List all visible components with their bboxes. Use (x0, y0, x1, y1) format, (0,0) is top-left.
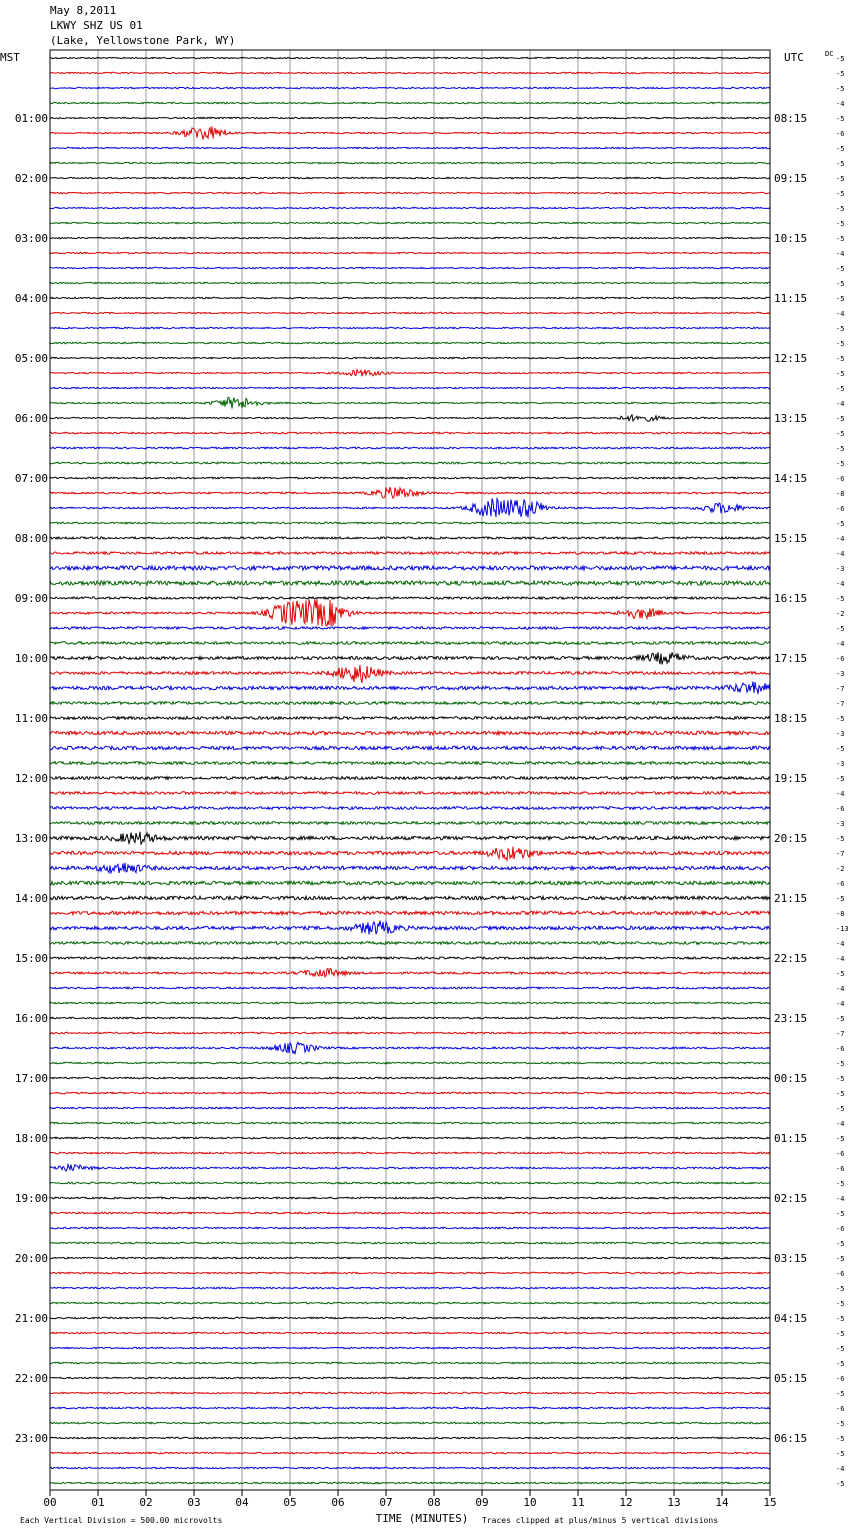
x-tick-label: 07 (379, 1496, 393, 1509)
seismic-trace (50, 1077, 770, 1079)
dc-offset-label: -5 (836, 145, 845, 153)
left-axis-title: MST (0, 51, 20, 64)
dc-offset-label: -5 (836, 1315, 845, 1323)
hour-label-mst: 06:00 (14, 412, 48, 425)
dc-offset-label: -8 (836, 490, 845, 498)
dc-offset-label: -5 (836, 1420, 845, 1428)
seismic-trace (50, 847, 770, 861)
dc-offset-label: -4 (836, 955, 845, 963)
hour-label-utc: 14:15 (774, 472, 808, 485)
dc-offset-label: -4 (836, 1120, 845, 1128)
seismic-trace (50, 477, 770, 479)
dc-offset-label: -4 (836, 940, 845, 948)
seismic-trace (50, 1092, 770, 1094)
seismic-trace (50, 1242, 770, 1244)
dc-offset-label: -5 (836, 235, 845, 243)
plot-axes (50, 50, 770, 1496)
dc-offset-label: -5 (836, 1240, 845, 1248)
seismic-trace (50, 1257, 770, 1259)
x-tick-label: 11 (571, 1496, 585, 1509)
hour-label-utc: 19:15 (774, 772, 808, 785)
axis-labels (0, 50, 849, 1525)
dc-offset-label: -2 (836, 865, 845, 873)
dc-offset-label: -5 (836, 460, 845, 468)
seismic-trace (50, 177, 770, 178)
dc-offset-label: -3 (836, 730, 845, 738)
dc-offset-label: -5 (836, 835, 845, 843)
dc-offset-label: -5 (836, 115, 845, 123)
dc-header-label: DC (825, 50, 834, 58)
dc-offset-label: -5 (836, 895, 845, 903)
seismic-trace (50, 921, 770, 935)
seismic-trace (50, 522, 770, 524)
dc-offset-label: -5 (836, 55, 845, 63)
dc-offset-label: -5 (836, 1285, 845, 1293)
seismic-trace (50, 267, 770, 268)
dc-offset-label: -5 (836, 1075, 845, 1083)
dc-offset-label: -5 (836, 775, 845, 783)
station-location: (Lake, Yellowstone Park, WY) (50, 34, 236, 47)
seismic-trace (50, 487, 770, 498)
dc-offset-label: -6 (836, 805, 845, 813)
dc-offset-label: -6 (836, 130, 845, 138)
seismic-trace (50, 1227, 770, 1229)
seismic-trace (50, 1407, 770, 1409)
dc-offset-label: -13 (836, 925, 849, 933)
dc-offset-label: -4 (836, 790, 845, 798)
dc-offset-label: -5 (836, 1390, 845, 1398)
dc-offset-label: -6 (836, 1375, 845, 1383)
hour-label-mst: 11:00 (14, 712, 48, 725)
dc-offset-label: -6 (836, 655, 845, 663)
seismic-trace (50, 1212, 770, 1214)
plot-date: May 8,2011 (50, 4, 117, 17)
dc-offset-label: -5 (836, 280, 845, 288)
hour-label-utc: 12:15 (774, 352, 808, 365)
seismic-trace (50, 462, 770, 464)
seismic-trace (50, 1302, 770, 1304)
seismic-trace (50, 1287, 770, 1289)
dc-offset-label: -5 (836, 745, 845, 753)
seismic-trace (50, 1467, 770, 1469)
hour-label-mst: 19:00 (14, 1192, 48, 1205)
seismic-trace (50, 1482, 770, 1484)
seismic-traces (50, 57, 770, 1484)
dc-offset-label: -5 (836, 1450, 845, 1458)
dc-offset-label: -5 (836, 85, 845, 93)
seismic-trace (50, 731, 770, 734)
seismic-trace (50, 969, 770, 977)
x-tick-label: 13 (667, 1496, 681, 1509)
hour-label-utc: 03:15 (774, 1252, 808, 1265)
hour-label-utc: 13:15 (774, 412, 808, 425)
seismic-trace (50, 57, 770, 58)
seismic-trace (50, 1017, 770, 1019)
dc-offset-label: -7 (836, 1030, 845, 1038)
dc-offset-label: -6 (836, 475, 845, 483)
right-axis-title: UTC (784, 51, 804, 64)
dc-offset-label: -4 (836, 1195, 845, 1203)
seismic-trace (50, 237, 770, 238)
seismic-trace (50, 942, 770, 945)
seismic-trace (50, 147, 770, 148)
seismic-trace (50, 822, 770, 825)
hour-label-utc: 17:15 (774, 652, 808, 665)
dc-offset-label: -5 (836, 415, 845, 423)
seismic-trace (50, 162, 770, 163)
seismic-trace (50, 72, 770, 73)
seismic-trace (50, 1122, 770, 1124)
seismic-trace (50, 1317, 770, 1319)
dc-offset-label: -5 (836, 385, 845, 393)
hour-label-mst: 05:00 (14, 352, 48, 365)
hour-label-utc: 23:15 (774, 1012, 808, 1025)
seismic-trace (50, 832, 770, 844)
dc-offset-label: -6 (836, 1045, 845, 1053)
seismic-trace (50, 1347, 770, 1349)
seismic-trace (50, 117, 770, 118)
dc-offset-label: -5 (836, 70, 845, 78)
dc-offset-label: -4 (836, 1000, 845, 1008)
hour-label-mst: 07:00 (14, 472, 48, 485)
dc-offset-label: -5 (836, 1105, 845, 1113)
dc-offset-label: -7 (836, 700, 845, 708)
dc-offset-label: -6 (836, 1270, 845, 1278)
x-tick-label: 04 (235, 1496, 249, 1509)
hour-label-utc: 00:15 (774, 1072, 808, 1085)
seismic-trace (50, 599, 770, 626)
seismic-trace (50, 1137, 770, 1139)
hour-label-mst: 12:00 (14, 772, 48, 785)
dc-offset-label: -3 (836, 820, 845, 828)
hour-label-mst: 20:00 (14, 1252, 48, 1265)
seismic-trace (50, 192, 770, 193)
dc-offset-label: -5 (836, 715, 845, 723)
seismic-trace (50, 792, 770, 795)
seismic-trace (50, 312, 770, 313)
hour-label-utc: 11:15 (774, 292, 808, 305)
hour-label-utc: 10:15 (774, 232, 808, 245)
dc-offset-label: -5 (836, 220, 845, 228)
seismic-trace (50, 911, 770, 914)
dc-offset-label: -6 (836, 1150, 845, 1158)
seismic-trace (50, 1437, 770, 1439)
vertical-division-note: Each Vertical Division = 500.00 microvolts (20, 1516, 223, 1525)
hour-label-utc: 04:15 (774, 1312, 808, 1325)
hour-label-mst: 22:00 (14, 1372, 48, 1385)
dc-offset-label: -5 (836, 1435, 845, 1443)
dc-offset-label: -4 (836, 100, 845, 108)
seismic-trace (50, 1197, 770, 1199)
seismic-trace (50, 87, 770, 88)
dc-offset-label: -7 (836, 850, 845, 858)
seismic-trace (50, 627, 770, 630)
x-tick-label: 15 (763, 1496, 777, 1509)
dc-offset-label: -3 (836, 670, 845, 678)
hour-label-mst: 15:00 (14, 952, 48, 965)
dc-offset-label: -4 (836, 310, 845, 318)
hour-label-utc: 09:15 (774, 172, 808, 185)
dc-offset-label: -5 (836, 190, 845, 198)
dc-offset-label: -4 (836, 535, 845, 543)
x-tick-label: 06 (331, 1496, 345, 1509)
x-tick-label: 01 (91, 1496, 105, 1509)
seismic-trace (50, 447, 770, 449)
x-tick-label: 03 (187, 1496, 201, 1509)
seismic-trace (50, 642, 770, 645)
dc-offset-label: -5 (836, 1180, 845, 1188)
seismic-trace (50, 342, 770, 343)
hour-label-mst: 01:00 (14, 112, 48, 125)
seismic-trace (50, 397, 770, 408)
seismic-trace (50, 1042, 770, 1053)
dc-offset-label: -5 (836, 160, 845, 168)
seismic-trace (50, 682, 770, 695)
seismic-trace (50, 222, 770, 223)
seismic-trace (50, 702, 770, 705)
hour-label-utc: 05:15 (774, 1372, 808, 1385)
seismic-trace (50, 957, 770, 959)
x-tick-label: 14 (715, 1496, 729, 1509)
dc-offset-label: -5 (836, 430, 845, 438)
dc-offset-label: -5 (836, 1360, 845, 1368)
seismic-trace (50, 282, 770, 283)
hour-label-utc: 01:15 (774, 1132, 808, 1145)
x-axis-title: TIME (MINUTES) (375, 1512, 469, 1525)
seismic-trace (50, 327, 770, 328)
seismic-trace (50, 1182, 770, 1184)
seismic-trace (50, 1422, 770, 1424)
hour-label-utc: 15:15 (774, 532, 808, 545)
seismic-trace (50, 1392, 770, 1394)
seismic-trace (50, 652, 770, 664)
station-code: LKWY SHZ US 01 (50, 19, 143, 32)
hour-label-mst: 21:00 (14, 1312, 48, 1325)
hour-label-utc: 06:15 (774, 1432, 808, 1445)
dc-offset-label: -4 (836, 640, 845, 648)
clipping-note: Traces clipped at plus/minus 5 vertical divisions (482, 1516, 719, 1525)
seismic-trace (50, 1165, 770, 1171)
seismic-trace (50, 777, 770, 780)
hour-label-mst: 23:00 (14, 1432, 48, 1445)
hour-label-mst: 18:00 (14, 1132, 48, 1145)
dc-offset-label: -8 (836, 910, 845, 918)
seismic-trace (50, 881, 770, 884)
hour-label-utc: 08:15 (774, 112, 808, 125)
hour-label-utc: 22:15 (774, 952, 808, 965)
hour-label-mst: 03:00 (14, 232, 48, 245)
dc-offset-label: -5 (836, 1015, 845, 1023)
seismic-trace (50, 597, 770, 599)
seismic-trace (50, 762, 770, 765)
seismic-trace (50, 207, 770, 208)
dc-offset-label: -5 (836, 1330, 845, 1338)
hour-label-mst: 08:00 (14, 532, 48, 545)
seismic-trace (50, 1332, 770, 1334)
seismic-trace (50, 1107, 770, 1109)
dc-offset-label: -2 (836, 610, 845, 618)
seismic-trace (50, 252, 770, 253)
dc-offset-label: -6 (836, 880, 845, 888)
hour-label-mst: 17:00 (14, 1072, 48, 1085)
seismic-trace (50, 987, 770, 989)
dc-offset-label: -5 (836, 1255, 845, 1263)
dc-offset-label: -4 (836, 1465, 845, 1473)
dc-offset-label: -5 (836, 340, 845, 348)
dc-offset-label: -5 (836, 1090, 845, 1098)
hour-label-mst: 04:00 (14, 292, 48, 305)
hour-label-utc: 18:15 (774, 712, 808, 725)
dc-offset-label: -6 (836, 1405, 845, 1413)
hour-label-mst: 16:00 (14, 1012, 48, 1025)
seismic-trace (50, 807, 770, 810)
seismic-trace (50, 387, 770, 388)
dc-offset-label: -5 (836, 1300, 845, 1308)
seismic-trace (50, 896, 770, 899)
x-tick-label: 05 (283, 1496, 297, 1509)
dc-offset-label: -5 (836, 1135, 845, 1143)
seismic-trace (50, 415, 770, 421)
hour-label-mst: 14:00 (14, 892, 48, 905)
dc-offset-label: -6 (836, 1225, 845, 1233)
seismic-trace (50, 498, 770, 517)
seismic-trace (50, 432, 770, 434)
hour-label-utc: 20:15 (774, 832, 808, 845)
dc-offset-label: -5 (836, 205, 845, 213)
dc-offset-label: -4 (836, 580, 845, 588)
x-tick-label: 02 (139, 1496, 153, 1509)
x-tick-label: 00 (43, 1496, 57, 1509)
hour-label-utc: 21:15 (774, 892, 808, 905)
dc-offset-label: -5 (836, 625, 845, 633)
seismic-trace (50, 1032, 770, 1034)
x-tick-label: 09 (475, 1496, 489, 1509)
seismic-trace (50, 746, 770, 749)
seismic-trace (50, 297, 770, 298)
seismic-trace (50, 863, 770, 873)
hour-label-mst: 09:00 (14, 592, 48, 605)
dc-offset-label: -3 (836, 760, 845, 768)
hour-label-mst: 13:00 (14, 832, 48, 845)
dc-offset-label: -5 (836, 1060, 845, 1068)
dc-offset-label: -5 (836, 175, 845, 183)
dc-offset-label: -5 (836, 295, 845, 303)
seismic-trace (50, 1152, 770, 1154)
dc-offset-label: -6 (836, 505, 845, 513)
dc-offset-label: -7 (836, 685, 845, 693)
seismic-trace (50, 566, 770, 570)
dc-offset-label: -6 (836, 1165, 845, 1173)
seismic-trace (50, 1272, 770, 1274)
seismic-trace (50, 581, 770, 585)
seismic-trace (50, 1062, 770, 1064)
hour-label-mst: 10:00 (14, 652, 48, 665)
dc-offset-label: -5 (836, 1210, 845, 1218)
seismic-trace (50, 1377, 770, 1379)
dc-offset-label: -4 (836, 250, 845, 258)
seismic-trace (50, 127, 770, 140)
seismic-trace (50, 370, 770, 377)
dc-offset-label: -5 (836, 355, 845, 363)
dc-offset-label: -4 (836, 985, 845, 993)
hour-label-mst: 02:00 (14, 172, 48, 185)
x-tick-label: 10 (523, 1496, 537, 1509)
hour-label-utc: 16:15 (774, 592, 808, 605)
dc-offset-label: -5 (836, 520, 845, 528)
seismic-trace (50, 665, 770, 683)
seismic-trace (50, 1002, 770, 1004)
dc-offset-label: -5 (836, 325, 845, 333)
x-tick-label: 12 (619, 1496, 633, 1509)
seismic-trace (50, 1452, 770, 1454)
dc-offset-label: -5 (836, 595, 845, 603)
dc-offset-label: -5 (836, 370, 845, 378)
dc-offset-label: -5 (836, 1480, 845, 1488)
seismic-trace (50, 537, 770, 539)
x-tick-label: 08 (427, 1496, 441, 1509)
dc-offset-label: -5 (836, 445, 845, 453)
seismic-trace (50, 1362, 770, 1364)
dc-offset-label: -4 (836, 550, 845, 558)
dc-offset-label: -5 (836, 1345, 845, 1353)
seismic-trace (50, 102, 770, 103)
hour-label-utc: 02:15 (774, 1192, 808, 1205)
dc-offset-label: -3 (836, 565, 845, 573)
seismic-trace (50, 717, 770, 720)
dc-offset-label: -5 (836, 970, 845, 978)
seismic-trace (50, 357, 770, 358)
seismic-trace (50, 552, 770, 555)
dc-offset-label: -5 (836, 265, 845, 273)
dc-offset-label: -4 (836, 400, 845, 408)
